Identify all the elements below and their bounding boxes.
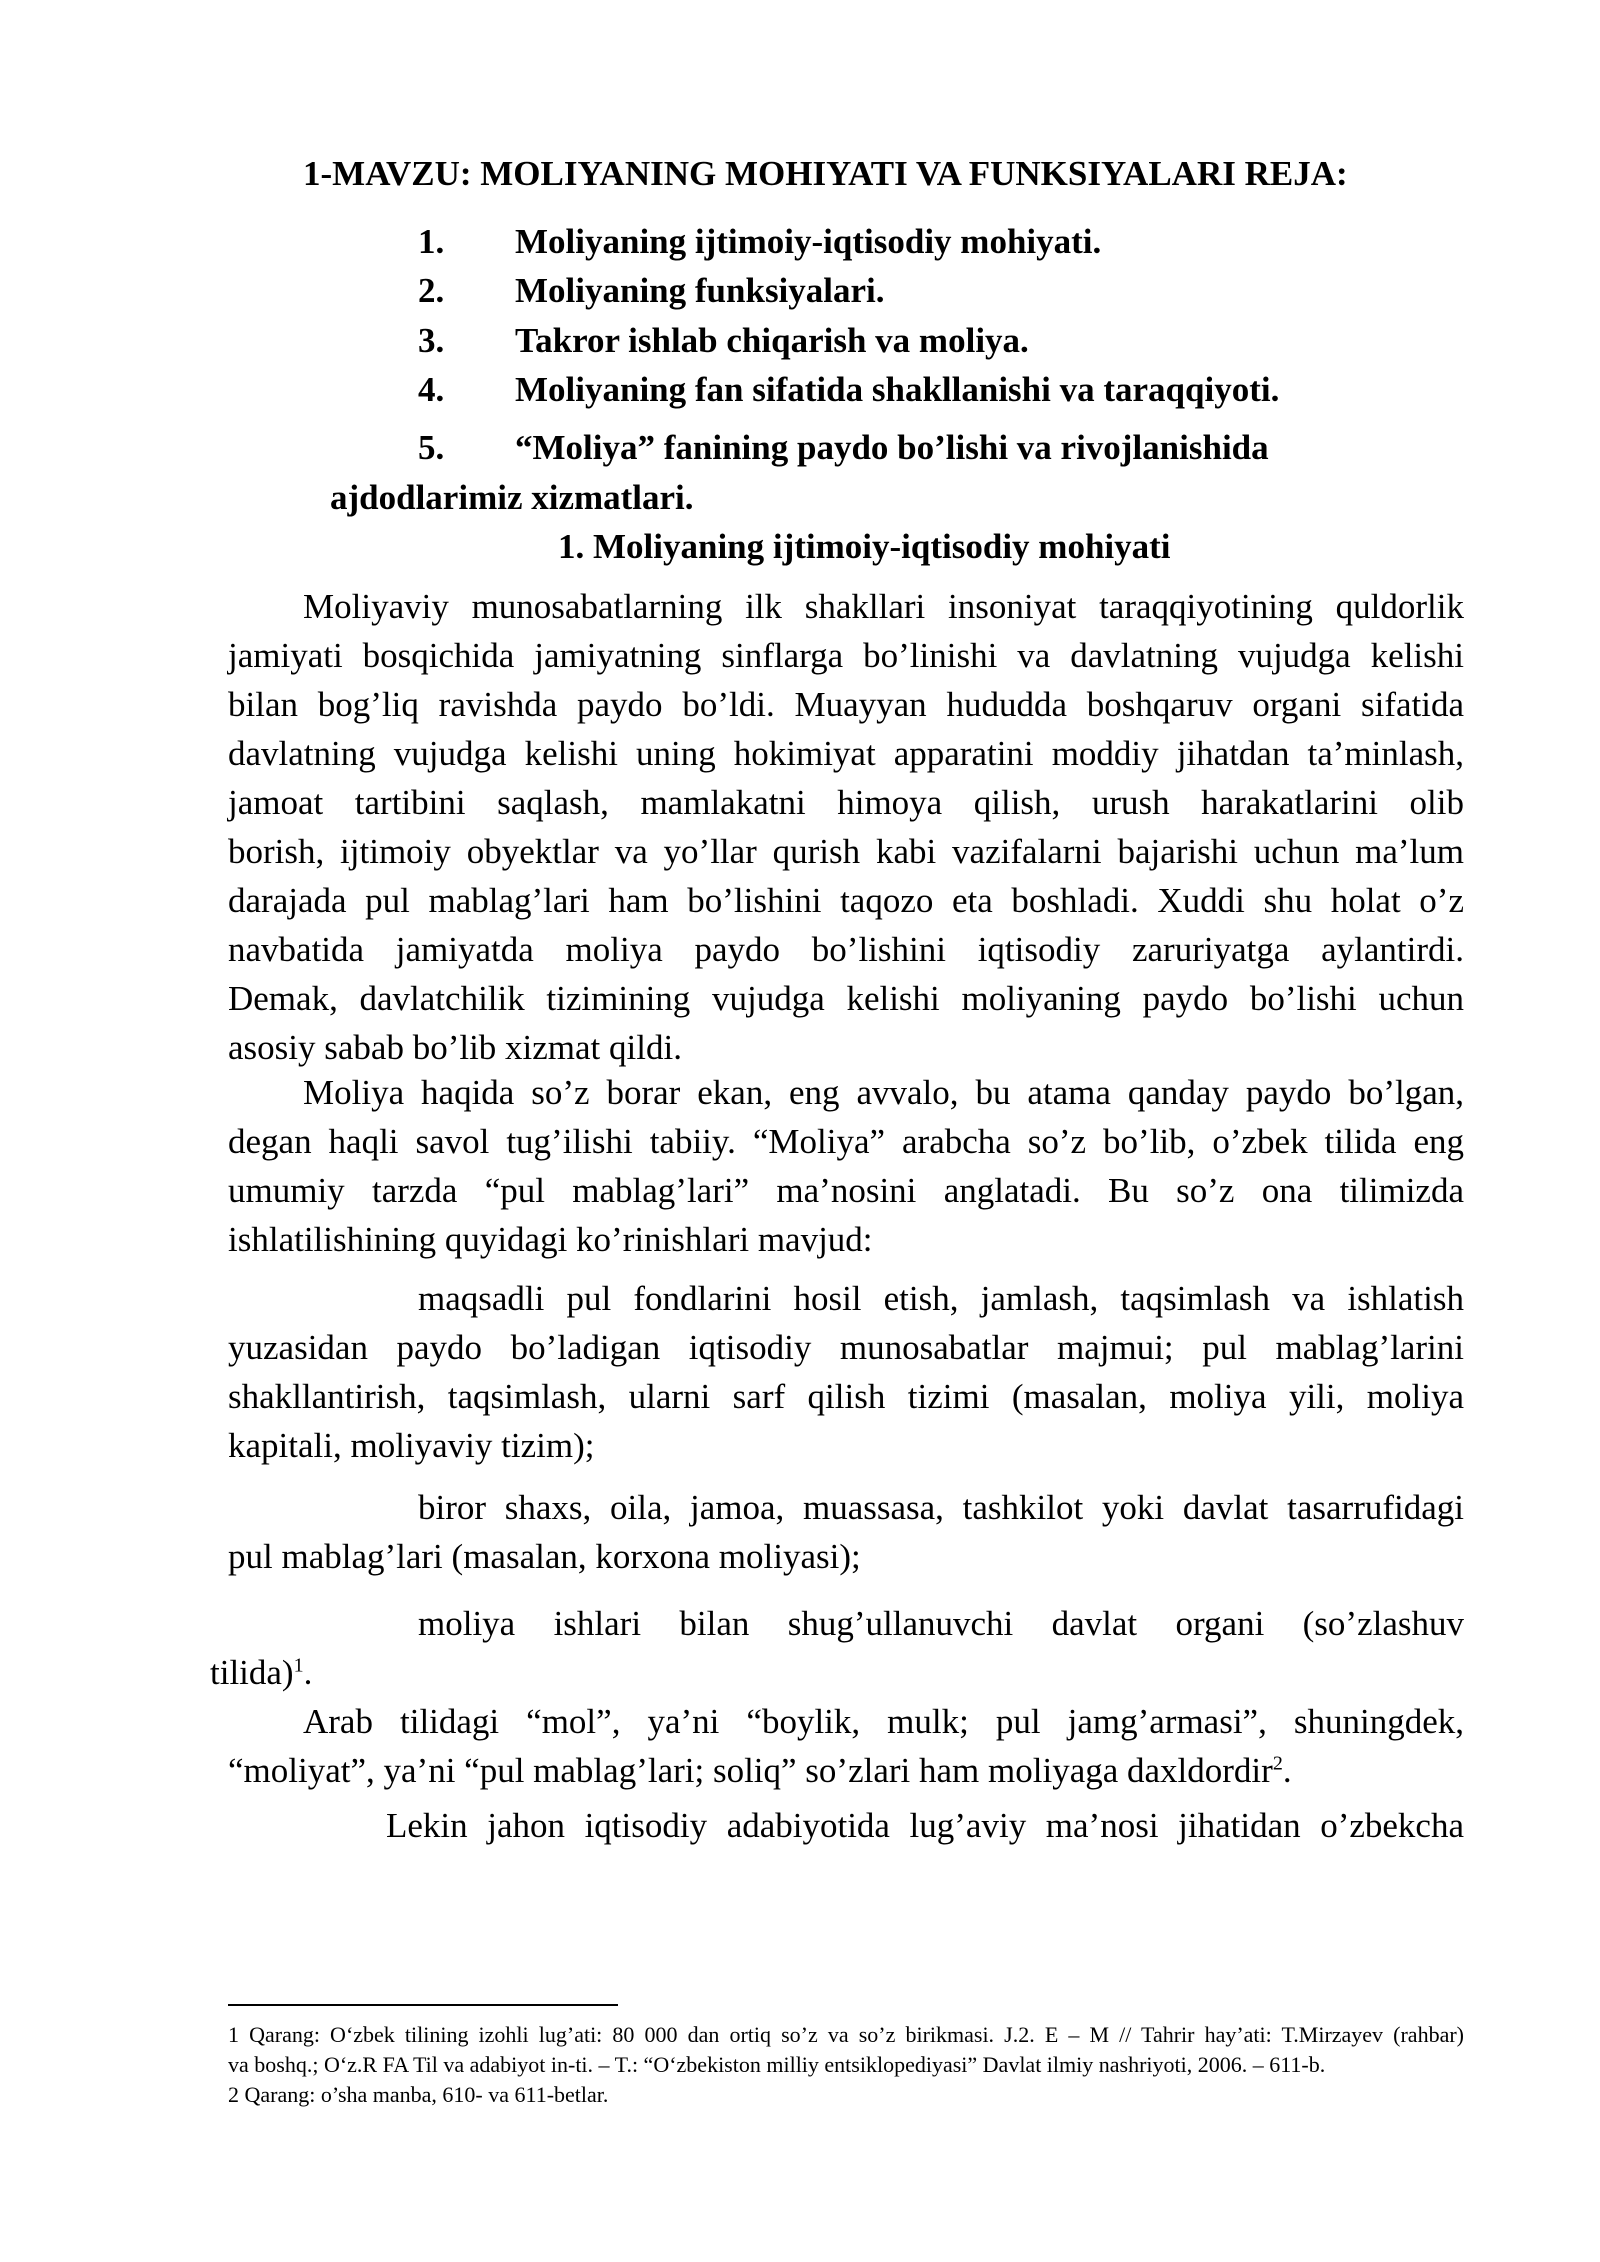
section-heading: 1. Moliyaning ijtimoiy-iqtisodiy mohiyati	[558, 527, 1171, 566]
paragraph-line: yuzasidan paydo bo’ladigan iqtisodiy munosabatlar majmui; pul mablag’larini	[228, 1328, 1464, 1367]
plan-item-text: “Moliya” fanining paydo bo’lishi va rivojlanishida	[515, 428, 1269, 467]
paragraph-line: kapitali, moliyaviy tizim);	[228, 1426, 595, 1465]
paragraph-line	[210, 1648, 1464, 1697]
plan-item-number: 4.	[418, 370, 445, 409]
paragraph-line: borish, ijtimoiy obyektlar va yo’llar qurish kabi vazifalarni bajarishi uchun ma’lum	[228, 832, 1464, 871]
paragraph-line: maqsadli pul fondlarini hosil etish, jamlash, taqsimlash va ishlatish	[418, 1279, 1464, 1318]
page-title: 1-MAVZU: MOLIYANING MOHIYATI VA FUNKSIYALARI REJA:	[303, 154, 1348, 193]
bullet-item	[228, 1483, 1464, 1581]
footnote-line: 2 Qarang: o’sha manba, 610- va 611-betlar.	[228, 2082, 609, 2107]
footnote-ref: 1	[293, 1654, 304, 1677]
plan-item-number: 5.	[418, 428, 445, 467]
paragraph-text: tilida)	[210, 1653, 294, 1692]
paragraph-text: .	[303, 1653, 313, 1692]
footnote-separator	[228, 2004, 618, 2006]
paragraph-line: Moliyaviy munosabatlarning ilk shakllari insoniyat taraqqiyotining quldorlik	[303, 587, 1464, 626]
paragraph-text: “moliyat”, ya’ni “pul mablag’lari; soliq” so’zlari ham moliyaga daxldordir	[228, 1751, 1273, 1790]
plan-item-text: Moliyaning fan sifatida shakllanishi va taraqqiyoti.	[515, 370, 1280, 409]
paragraph-line: ishlatilishining quyidagi ko’rinishlari mavjud:	[228, 1220, 873, 1259]
plan-item-continuation: ajdodlarimiz xizmatlari.	[330, 478, 694, 517]
paragraph-line: degan haqli savol tug’ilishi tabiiy. “Moliya” arabcha so’z bo’lib, o’zbek tilida eng	[228, 1122, 1464, 1161]
footnote-line: 1 Qarang: O‘zbek tilining izohli lug’ati: 80 000 dan ortiq so’z va so’z birikmasi. J.2. E – M // Tahrir hay’ati: T.Mirzayev (rahbar)	[228, 2022, 1464, 2047]
footnote-line: va boshq.; O‘z.R FA Til va adabiyot in-ti. – T.: “O‘zbekiston milliy entsiklopediyasi” Davlat ilmiy nashriyoti, 2006. – 611-b.	[228, 2052, 1326, 2077]
plan-item-text: Moliyaning ijtimoiy-iqtisodiy mohiyati.	[515, 222, 1102, 261]
bullet-item	[228, 1274, 1464, 1470]
paragraph	[228, 1068, 1464, 1264]
plan-item-number: 3.	[418, 321, 445, 360]
footnote-ref: 2	[1272, 1752, 1283, 1775]
paragraph-line: moliya ishlari bilan shug’ullanuvchi davlat organi (so’zlashuv	[418, 1604, 1464, 1643]
paragraph-line: jamoat tartibini saqlash, mamlakatni himoya qilish, urush harakatlarini olib	[228, 783, 1464, 822]
paragraph-line: davlatning vujudga kelishi uning hokimiyat apparatini moddiy jihatdan ta’minlash,	[228, 734, 1464, 773]
plan-item-text: Takror ishlab chiqarish va moliya.	[515, 321, 1029, 360]
paragraph-line: navbatida jamiyatda moliya paydo bo’lishini iqtisodiy zaruriyatga aylantirdi.	[228, 930, 1464, 969]
paragraph-line	[228, 1746, 1464, 1795]
bullet-item	[210, 1599, 1464, 1697]
paragraph-line: jamiyati bosqichida jamiyatning sinflarga bo’linishi va davlatning vujudga kelishi	[228, 636, 1464, 675]
paragraph-line: darajada pul mablag’lari ham bo’lishini taqozo eta boshladi. Xuddi shu holat o’z	[228, 881, 1464, 920]
paragraph-line: Moliya haqida so’z borar ekan, eng avvalo, bu atama qanday paydo bo’lgan,	[303, 1073, 1464, 1112]
paragraph-line: biror shaxs, oila, jamoa, muassasa, tashkilot yoki davlat tasarrufidagi	[418, 1488, 1464, 1527]
paragraph-line: umumiy tarzda “pul mablag’lari” ma’nosini anglatadi. Bu so’z ona tilimizda	[228, 1171, 1464, 1210]
paragraph-line: bilan bog’liq ravishda paydo bo’ldi. Muayyan hududda boshqaruv organi sifatida	[228, 685, 1464, 724]
paragraph	[228, 582, 1464, 1072]
paragraph-line: Demak, davlatchilik tizimining vujudga kelishi moliyaning paydo bo’lishi uchun	[228, 979, 1464, 1018]
plan-item-number: 2.	[418, 271, 445, 310]
paragraph-line: Arab tilidagi “mol”, ya’ni “boylik, mulk; pul jamg’armasi”, shuningdek,	[303, 1702, 1464, 1741]
paragraph-line: Lekin jahon iqtisodiy adabiyotida lug’aviy ma’nosi jihatidan o’zbekcha	[386, 1806, 1464, 1845]
footnotes	[228, 2020, 1464, 2110]
paragraph	[228, 1697, 1464, 1795]
paragraph-line: asosiy sabab bo’lib xizmat qildi.	[228, 1028, 682, 1067]
paragraph	[228, 1801, 1464, 1850]
plan-item-number: 1.	[418, 222, 445, 261]
paragraph-text: .	[1282, 1751, 1292, 1790]
paragraph-line: shakllantirish, taqsimlash, ularni sarf qilish tizimi (masalan, moliya yili, moliya	[228, 1377, 1464, 1416]
plan-item-text: Moliyaning funksiyalari.	[515, 271, 885, 310]
paragraph-line: pul mablag’lari (masalan, korxona moliyasi);	[228, 1537, 861, 1576]
